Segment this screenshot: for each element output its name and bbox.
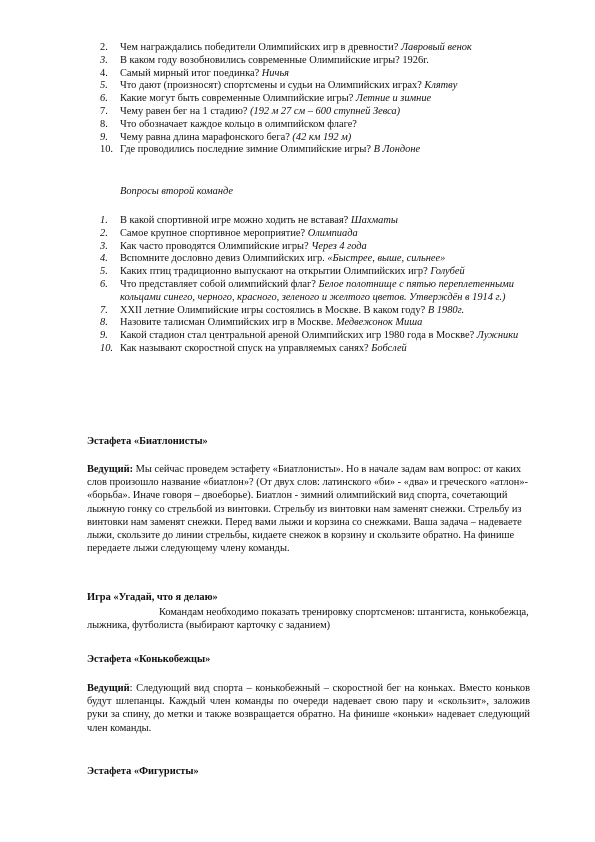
question-text: Самое крупное спортивное мероприятие? (120, 227, 306, 239)
list-item (100, 279, 540, 305)
question-text: Чему равна длина марафонского бега? (120, 131, 290, 143)
list-item (100, 144, 540, 157)
answer-text: Лавровый венок (400, 42, 472, 53)
answer-text: Олимпиада (307, 227, 358, 239)
question-text: Каких птиц традиционно выпускают на открытии Олимпийских игр? (120, 266, 428, 278)
question-text: XXII летние Олимпийские игры состоялись в Москве. В каком году? (120, 304, 426, 316)
answer-text: Белое полотнище с пятью переплетенными кольцами синего, черного, красного, зеленого и желтого цветов. Утверждён в 1914 г.) (120, 278, 514, 303)
list-number: 6. (100, 278, 108, 290)
question-text: Что представляет собой олимпийский флаг? (120, 278, 316, 290)
question-text: Какие могут быть современные Олимпийские игры? (120, 93, 354, 105)
question-text: Какой стадион стал центральной ареной Олимпийских игр 1980 года в Москве? (120, 330, 475, 342)
list-item (100, 80, 540, 93)
list-number: 1. (100, 215, 108, 226)
list-number: 6. (100, 93, 108, 105)
list-number: 8. (100, 118, 108, 130)
question-text: Самый мирный итог поединка? (120, 67, 260, 79)
answer-text: Шахматы (350, 215, 398, 226)
list-item (100, 42, 540, 55)
list-number: 2. (100, 42, 108, 53)
question-text: Чему равен бег на 1 стадию? (120, 105, 248, 117)
list-item (100, 266, 540, 279)
biathlon-paragraph (87, 463, 530, 555)
skaters-paragraph (87, 682, 530, 735)
question-text: Где проводились последние зимние Олимпийские игры? (120, 144, 371, 156)
host-label: Ведущий: (87, 464, 134, 475)
answer-text: Клятву (424, 80, 458, 92)
list-number: 4. (100, 67, 108, 79)
answer-text: В 1980г. (427, 304, 465, 316)
list-number: 3. (100, 54, 108, 66)
question-text: В какой спортивной игре можно ходить не вставая? (120, 215, 349, 226)
list-item (100, 119, 540, 132)
question-text: В каком году возобновились современные Олимпийские игры? (120, 54, 400, 66)
question-text: Чем награждались победители Олимпийских игр в древности? (120, 42, 399, 53)
list-item (100, 106, 540, 119)
question-text: Что обозначает каждое кольцо в олимпийском флаге? (120, 118, 357, 130)
list-number: 8. (100, 317, 108, 329)
list-number: 5. (100, 80, 108, 92)
answer-text: Летние и зимние (355, 93, 432, 105)
biathlon-heading: Эстафета «Биатлонисты» (87, 436, 208, 447)
game-paragraph: Командам необходимо показать тренировку спортсменов: штангиста, конькобежца, лыжника, футболиста (выбирают карточку с заданием) (87, 607, 529, 632)
answer-text: Бобслей (371, 342, 407, 354)
game-heading: Игра «Угадай, что я делаю» (87, 592, 218, 603)
list-number: 4. (100, 253, 108, 265)
skaters-text: : Следующий вид спорта – конькобежный – скоростной бег на коньках. Вместо коньков будут шлепанцы. Каждый член команды по очереди надевает свою пару и «скользит», заложив руки за спину, до метки и также возвращается обратно. На финише «коньки» надевает следующий член команды. (87, 683, 530, 734)
list-number: 7. (100, 105, 108, 117)
list-item (100, 343, 540, 356)
answer-text: Медвежонок Миша (335, 317, 423, 329)
answer-text: В Лондоне (373, 144, 421, 156)
list-number: 5. (100, 266, 108, 278)
list-item (100, 215, 540, 228)
list-number: 7. (100, 304, 108, 316)
subheading-second-team: Вопросы второй команде (120, 186, 234, 197)
list-number: 2. (100, 227, 108, 239)
list-number: 9. (100, 131, 108, 143)
answer-text: (42 км 192 м) (292, 131, 352, 143)
answer-text: Лужники (476, 330, 519, 342)
list-item (100, 330, 540, 343)
question-text: Как называют скоростной спуск на управляемых санях? (120, 342, 369, 354)
figure-skaters-heading: Эстафета «Фигуристы» (87, 766, 199, 777)
answer-text: (192 м 27 см – 600 ступней Зевса) (250, 105, 401, 117)
list-number: 10. (100, 144, 113, 156)
list-item (100, 93, 540, 106)
answer-text: «Быстрее, выше, сильнее» (327, 253, 446, 265)
biathlon-text: Мы сейчас проведем эстафету «Биатлонисты». Но в начале задам вам вопрос: от каких слов произошло название «биатлон»? (От двух слов: латинского «би» - «два» и греческого «атлон»- «борьба». Иначе говоря – двоеборье). Биатлон - зимний олимпийский вид спорта, сочетающий лыжную гонку со стрельбой из винтовки. Стрельбу из винтовки нам заменят снежки. Стрельбу из винтовки нам заменят снежки. Перед вами лыжи и корзина со снежками. Ваша задача – надеваете лыжи, скользите до линии стрельбы, кидаете снежок в корзину и скользите обратно. На финише передаете лыжи следующему члену команды. (87, 464, 529, 555)
list-item (100, 55, 540, 68)
answer-text: Ничья (261, 67, 290, 79)
question-list-second-team (100, 215, 540, 356)
list-number: 3. (100, 240, 108, 252)
list-item (100, 253, 540, 266)
question-text: Вспомните дословно девиз Олимпийских игр. (120, 253, 325, 265)
question-text: Что дают (произносят) спортсмены и судьи на Олимпийских играх? (120, 80, 422, 92)
answer-text: Голубей (430, 266, 465, 278)
list-number: 10. (100, 342, 113, 354)
list-item (100, 132, 540, 145)
answer-text: 1926г. (402, 54, 429, 66)
skaters-heading: Эстафета «Конькобежцы» (87, 654, 211, 665)
host-label: Ведущий (87, 683, 130, 694)
list-item (100, 228, 540, 241)
answer-text: Через 4 года (311, 240, 367, 252)
question-text: Назовите талисман Олимпийских игр в Москве. (120, 317, 334, 329)
question-text: Как часто проводятся Олимпийские игры? (120, 240, 309, 252)
question-list-first-team (100, 42, 540, 157)
list-number: 9. (100, 330, 108, 342)
list-item (100, 305, 540, 318)
list-item (100, 317, 540, 330)
list-item (100, 241, 540, 254)
list-item (100, 68, 540, 81)
